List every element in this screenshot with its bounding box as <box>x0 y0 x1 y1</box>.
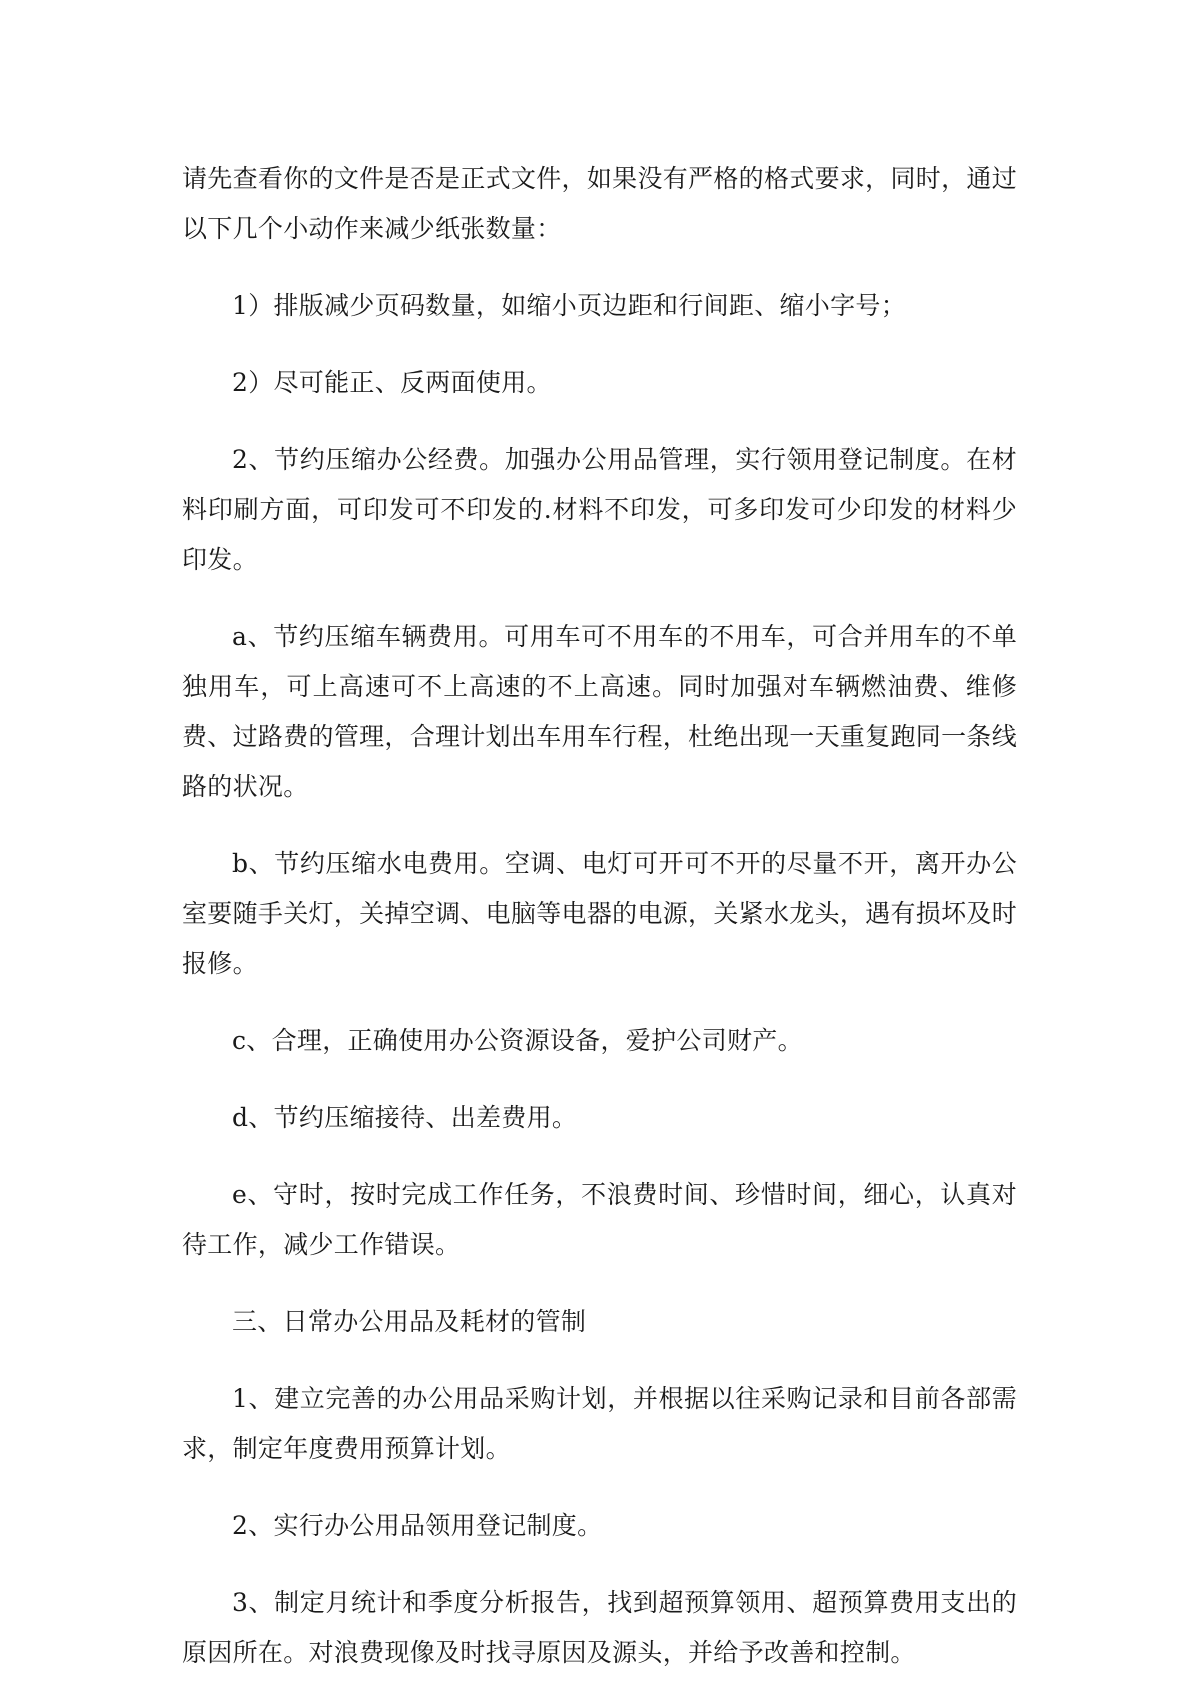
paragraph-item-2-duplex: 2）尽可能正、反两面使用。 <box>232 368 552 397</box>
paragraph-reporting: 3、制定月统计和季度分析报告，找到超预算领用、超预算费用支出的原因所在。对浪费现像及时找寻原因及源头，并给予改善和控制。 <box>182 1588 1017 1667</box>
paragraph-item-1-layout: 1）排版减少页码数量，如缩小页边距和行间距、缩小字号； <box>232 291 907 320</box>
paragraph-office-expenses: 2、节约压缩办公经费。加强办公用品管理，实行领用登记制度。在材料印刷方面，可印发可不印发的.材料不印发，可多印发可少印发的材料少印发。 <box>182 445 1017 574</box>
paragraph-utility-costs: b、节约压缩水电费用。空调、电灯可开可不开的尽量不开，离开办公室要随手关灯，关掉空调、电脑等电器的电源，关紧水龙头，遇有损坏及时报修。 <box>182 849 1017 978</box>
paragraph-intro: 请先查看你的文件是否是正式文件，如果没有严格的格式要求，同时，通过以下几个小动作来减少纸张数量： <box>182 164 1017 243</box>
paragraph-travel-costs: d、节约压缩接待、出差费用。 <box>232 1103 578 1132</box>
paragraph-registration: 2、实行办公用品领用登记制度。 <box>232 1511 603 1540</box>
paragraph-procurement-plan: 1、建立完善的办公用品采购计划，并根据以往采购记录和目前各部需求，制定年度费用预算计划。 <box>182 1384 1017 1463</box>
paragraph-punctuality: e、守时，按时完成工作任务，不浪费时间、珍惜时间，细心，认真对待工作，减少工作错误。 <box>182 1180 1017 1259</box>
document-page <box>182 154 1017 1705</box>
paragraph-equipment-care: c、合理，正确使用办公资源设备，爱护公司财产。 <box>232 1026 803 1055</box>
paragraph-vehicle-costs: a、节约压缩车辆费用。可用车可不用车的不用车，可合并用车的不单独用车，可上高速可不上高速的不上高速。同时加强对车辆燃油费、维修费、过路费的管理，合理计划出车用车行程，杜绝出现一天重复跑同一条线路的状况。 <box>182 622 1017 801</box>
section-heading-supplies: 三、日常办公用品及耗材的管制 <box>232 1307 587 1336</box>
